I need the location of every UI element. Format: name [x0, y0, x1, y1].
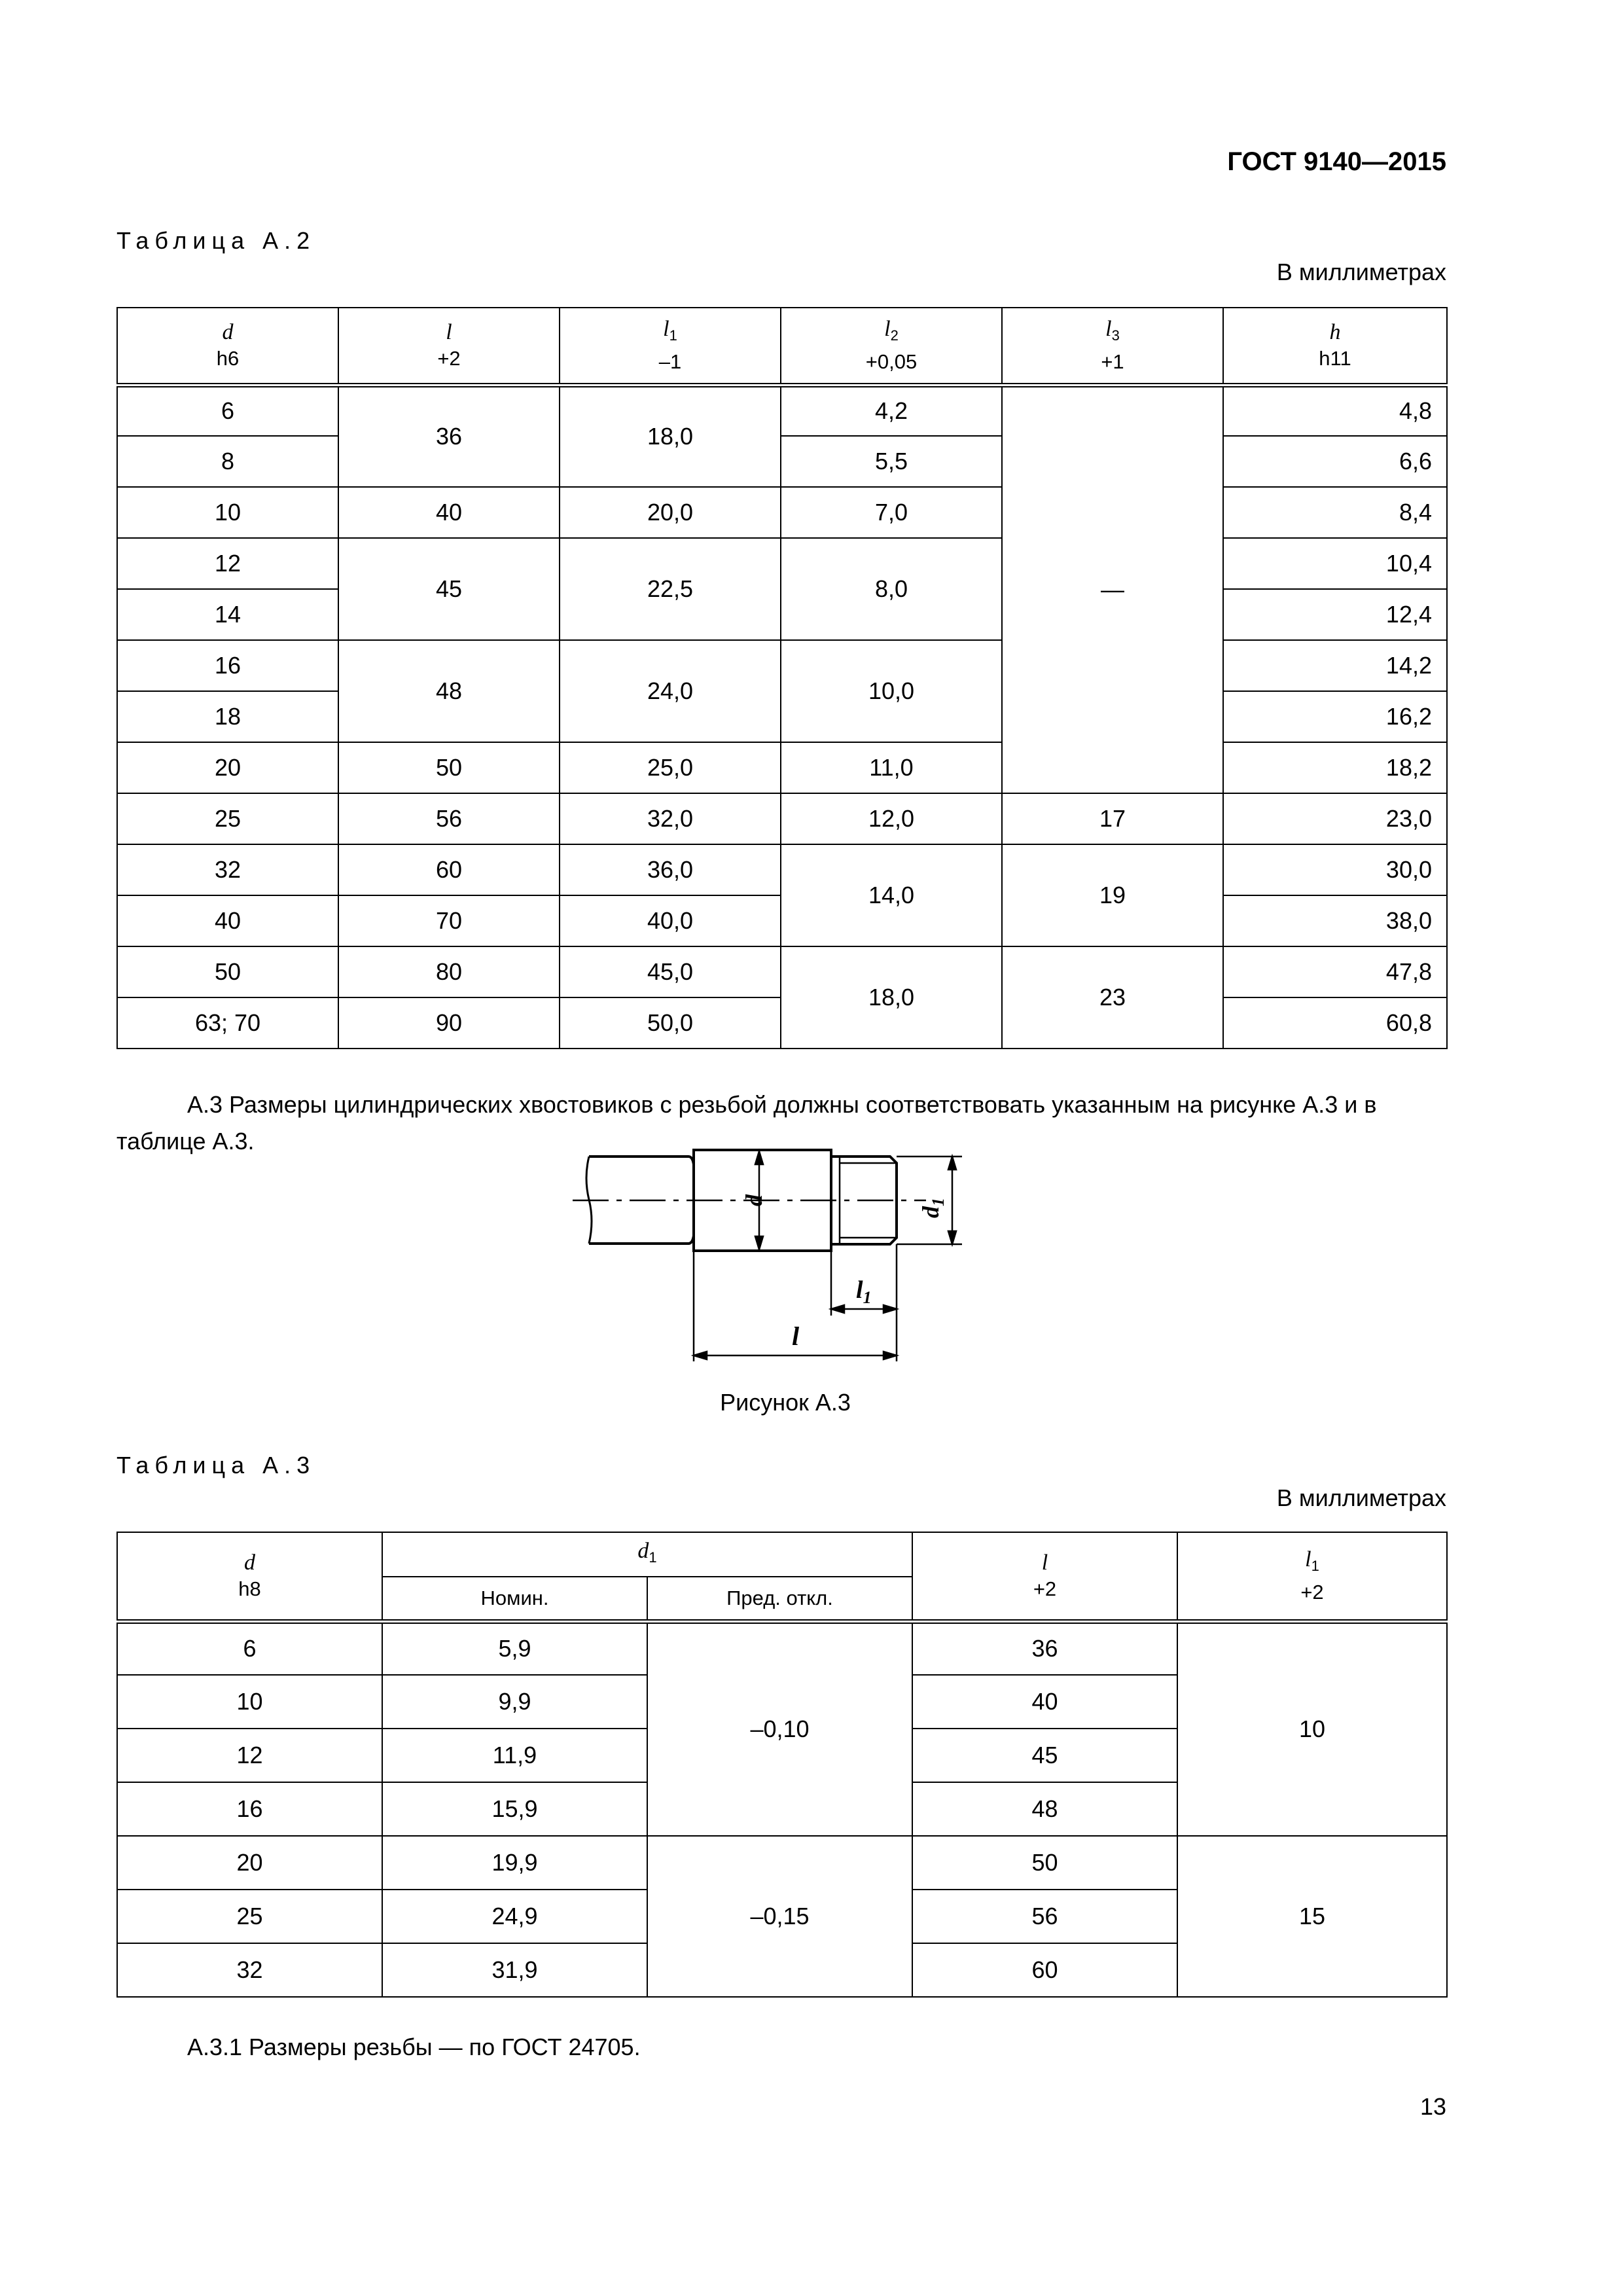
- cell-d1-nominal: 24,9: [382, 1890, 647, 1943]
- cell-l: 60: [912, 1943, 1177, 1997]
- table-a2-units: В миллиметрах: [1276, 259, 1446, 285]
- cell-l: 50: [912, 1836, 1177, 1890]
- cell-d: 25: [117, 1890, 382, 1943]
- cell-l: 45: [338, 538, 560, 640]
- cell-l: 70: [338, 895, 560, 946]
- cell-d1-deviation: –0,10: [647, 1621, 912, 1836]
- cell-d1-nominal: 5,9: [382, 1621, 647, 1675]
- cell-h: 4,8: [1223, 385, 1447, 436]
- cell-l: 40: [338, 487, 560, 538]
- cell-h: 10,4: [1223, 538, 1447, 589]
- cell-l3: 17: [1002, 793, 1223, 844]
- table-a2: [116, 307, 1448, 1049]
- cell-l1: 10: [1177, 1621, 1447, 1836]
- cell-l: 56: [912, 1890, 1177, 1943]
- cell-l3: 19: [1002, 844, 1223, 946]
- table-row: [117, 1836, 1447, 1890]
- cell-l3: —: [1002, 385, 1223, 793]
- cell-l: 80: [338, 946, 560, 997]
- cell-h: 12,4: [1223, 589, 1447, 640]
- cell-d: 40: [117, 895, 338, 946]
- cell-h: 38,0: [1223, 895, 1447, 946]
- cell-d: 32: [117, 1943, 382, 1997]
- cell-h: 14,2: [1223, 640, 1447, 691]
- cell-l: 56: [338, 793, 560, 844]
- table-a2-header-row: [117, 308, 1447, 385]
- cell-l2: 12,0: [781, 793, 1002, 844]
- cell-l1: 25,0: [560, 742, 781, 793]
- shaft-outline: [589, 1157, 694, 1198]
- cell-d: 32: [117, 844, 338, 895]
- paragraph-a3: А.3 Размеры цилиндрических хвостовиков с резьбой должны соответствовать указанным на рисунке А.3 и в таблице А.3.: [116, 1091, 1377, 1155]
- table-a2-caption: Таблица А.2: [116, 227, 316, 254]
- cell-l1: 36,0: [560, 844, 781, 895]
- cell-l: 36: [912, 1621, 1177, 1675]
- cell-d: 14: [117, 589, 338, 640]
- page-number: 13: [1419, 2093, 1446, 2120]
- standard-designation: ГОСТ 9140—2015: [1227, 147, 1446, 176]
- col-header-d: d h6: [117, 308, 338, 385]
- cell-d: 6: [117, 385, 338, 436]
- cell-h: 60,8: [1223, 997, 1447, 1049]
- shaft-outline: [589, 1198, 694, 1244]
- cell-l2: 4,2: [781, 385, 1002, 436]
- table-a3-caption: Таблица А.3: [116, 1452, 316, 1479]
- cell-d: 10: [117, 487, 338, 538]
- label-d: d: [741, 1194, 767, 1206]
- col-header-h: h h11: [1223, 308, 1447, 385]
- cell-d1-nominal: 11,9: [382, 1729, 647, 1782]
- cell-d: 12: [117, 538, 338, 589]
- cell-l1: 18,0: [560, 385, 781, 487]
- table-row: [117, 385, 1447, 436]
- cell-d1-nominal: 31,9: [382, 1943, 647, 1997]
- col-header-l: l +2: [912, 1532, 1177, 1621]
- cell-d: 12: [117, 1729, 382, 1782]
- col-header-nominal: Номин.: [382, 1577, 647, 1621]
- table-row: [117, 946, 1447, 997]
- figure-a3-drawing: [569, 1142, 1008, 1368]
- cell-l1: 22,5: [560, 538, 781, 640]
- cell-l1: 15: [1177, 1836, 1447, 1997]
- cell-l2: 14,0: [781, 844, 1002, 946]
- cell-d: 20: [117, 1836, 382, 1890]
- cell-h: 47,8: [1223, 946, 1447, 997]
- table-row: [117, 436, 1447, 487]
- cell-h: 8,4: [1223, 487, 1447, 538]
- table-a3: [116, 1532, 1448, 1998]
- cell-h: 18,2: [1223, 742, 1447, 793]
- paragraph-a3-1: А.3.1 Размеры резьбы — по ГОСТ 24705.: [187, 2034, 641, 2060]
- cell-l1: 20,0: [560, 487, 781, 538]
- table-a3-units: В миллиметрах: [1276, 1484, 1446, 1511]
- cell-l: 48: [338, 640, 560, 742]
- col-header-l1: $l_1$ +2: [1177, 1532, 1447, 1621]
- col-header-d1: $d_1$: [382, 1532, 912, 1577]
- cell-l: 48: [912, 1782, 1177, 1836]
- cell-d1-nominal: 19,9: [382, 1836, 647, 1890]
- col-header-l1: $l_1$ –1: [560, 308, 781, 385]
- table-row: [117, 844, 1447, 895]
- cell-l2: 5,5: [781, 436, 1002, 487]
- cell-d: 25: [117, 793, 338, 844]
- cell-l: 36: [338, 385, 560, 487]
- cell-d1-nominal: 15,9: [382, 1782, 647, 1836]
- cell-l1: 24,0: [560, 640, 781, 742]
- cell-d1-nominal: 9,9: [382, 1675, 647, 1729]
- cell-d1-deviation: –0,15: [647, 1836, 912, 1997]
- col-header-deviation: Пред. откл.: [647, 1577, 912, 1621]
- col-header-l3: $l_3$ +1: [1002, 308, 1223, 385]
- cell-l2: 18,0: [781, 946, 1002, 1049]
- cell-h: 16,2: [1223, 691, 1447, 742]
- label-l1: $l_1$: [856, 1276, 872, 1307]
- cell-d: 16: [117, 640, 338, 691]
- cell-d: 10: [117, 1675, 382, 1729]
- table-a3-header-row: [117, 1532, 1447, 1577]
- cell-l: 45: [912, 1729, 1177, 1782]
- cell-l2: 11,0: [781, 742, 1002, 793]
- cell-h: 23,0: [1223, 793, 1447, 844]
- cell-d: 18: [117, 691, 338, 742]
- cell-l: 60: [338, 844, 560, 895]
- label-d1: $d_1$: [918, 1198, 948, 1218]
- table-row: [117, 640, 1447, 691]
- cell-l1: 50,0: [560, 997, 781, 1049]
- table-row: [117, 1621, 1447, 1675]
- col-header-l2: $l_2$ +0,05: [781, 308, 1002, 385]
- col-header-l: l +2: [338, 308, 560, 385]
- cell-l1: 45,0: [560, 946, 781, 997]
- col-header-d: d h8: [117, 1532, 382, 1621]
- cell-l1: 32,0: [560, 793, 781, 844]
- table-row: [117, 487, 1447, 538]
- cell-l2: 7,0: [781, 487, 1002, 538]
- table-row: [117, 793, 1447, 844]
- cell-l: 90: [338, 997, 560, 1049]
- label-l: l: [792, 1321, 800, 1351]
- table-row: [117, 742, 1447, 793]
- cell-l: 50: [338, 742, 560, 793]
- table-row: [117, 538, 1447, 589]
- cell-d: 6: [117, 1621, 382, 1675]
- cell-l2: 10,0: [781, 640, 1002, 742]
- cell-h: 6,6: [1223, 436, 1447, 487]
- figure-a3-caption: Рисунок А.3: [720, 1389, 851, 1416]
- cell-d: 16: [117, 1782, 382, 1836]
- cell-d: 63; 70: [117, 997, 338, 1049]
- cell-d: 20: [117, 742, 338, 793]
- cell-l: 40: [912, 1675, 1177, 1729]
- cell-l1: 40,0: [560, 895, 781, 946]
- cell-l3: 23: [1002, 946, 1223, 1049]
- cell-l2: 8,0: [781, 538, 1002, 640]
- cell-d: 50: [117, 946, 338, 997]
- cell-d: 8: [117, 436, 338, 487]
- cell-h: 30,0: [1223, 844, 1447, 895]
